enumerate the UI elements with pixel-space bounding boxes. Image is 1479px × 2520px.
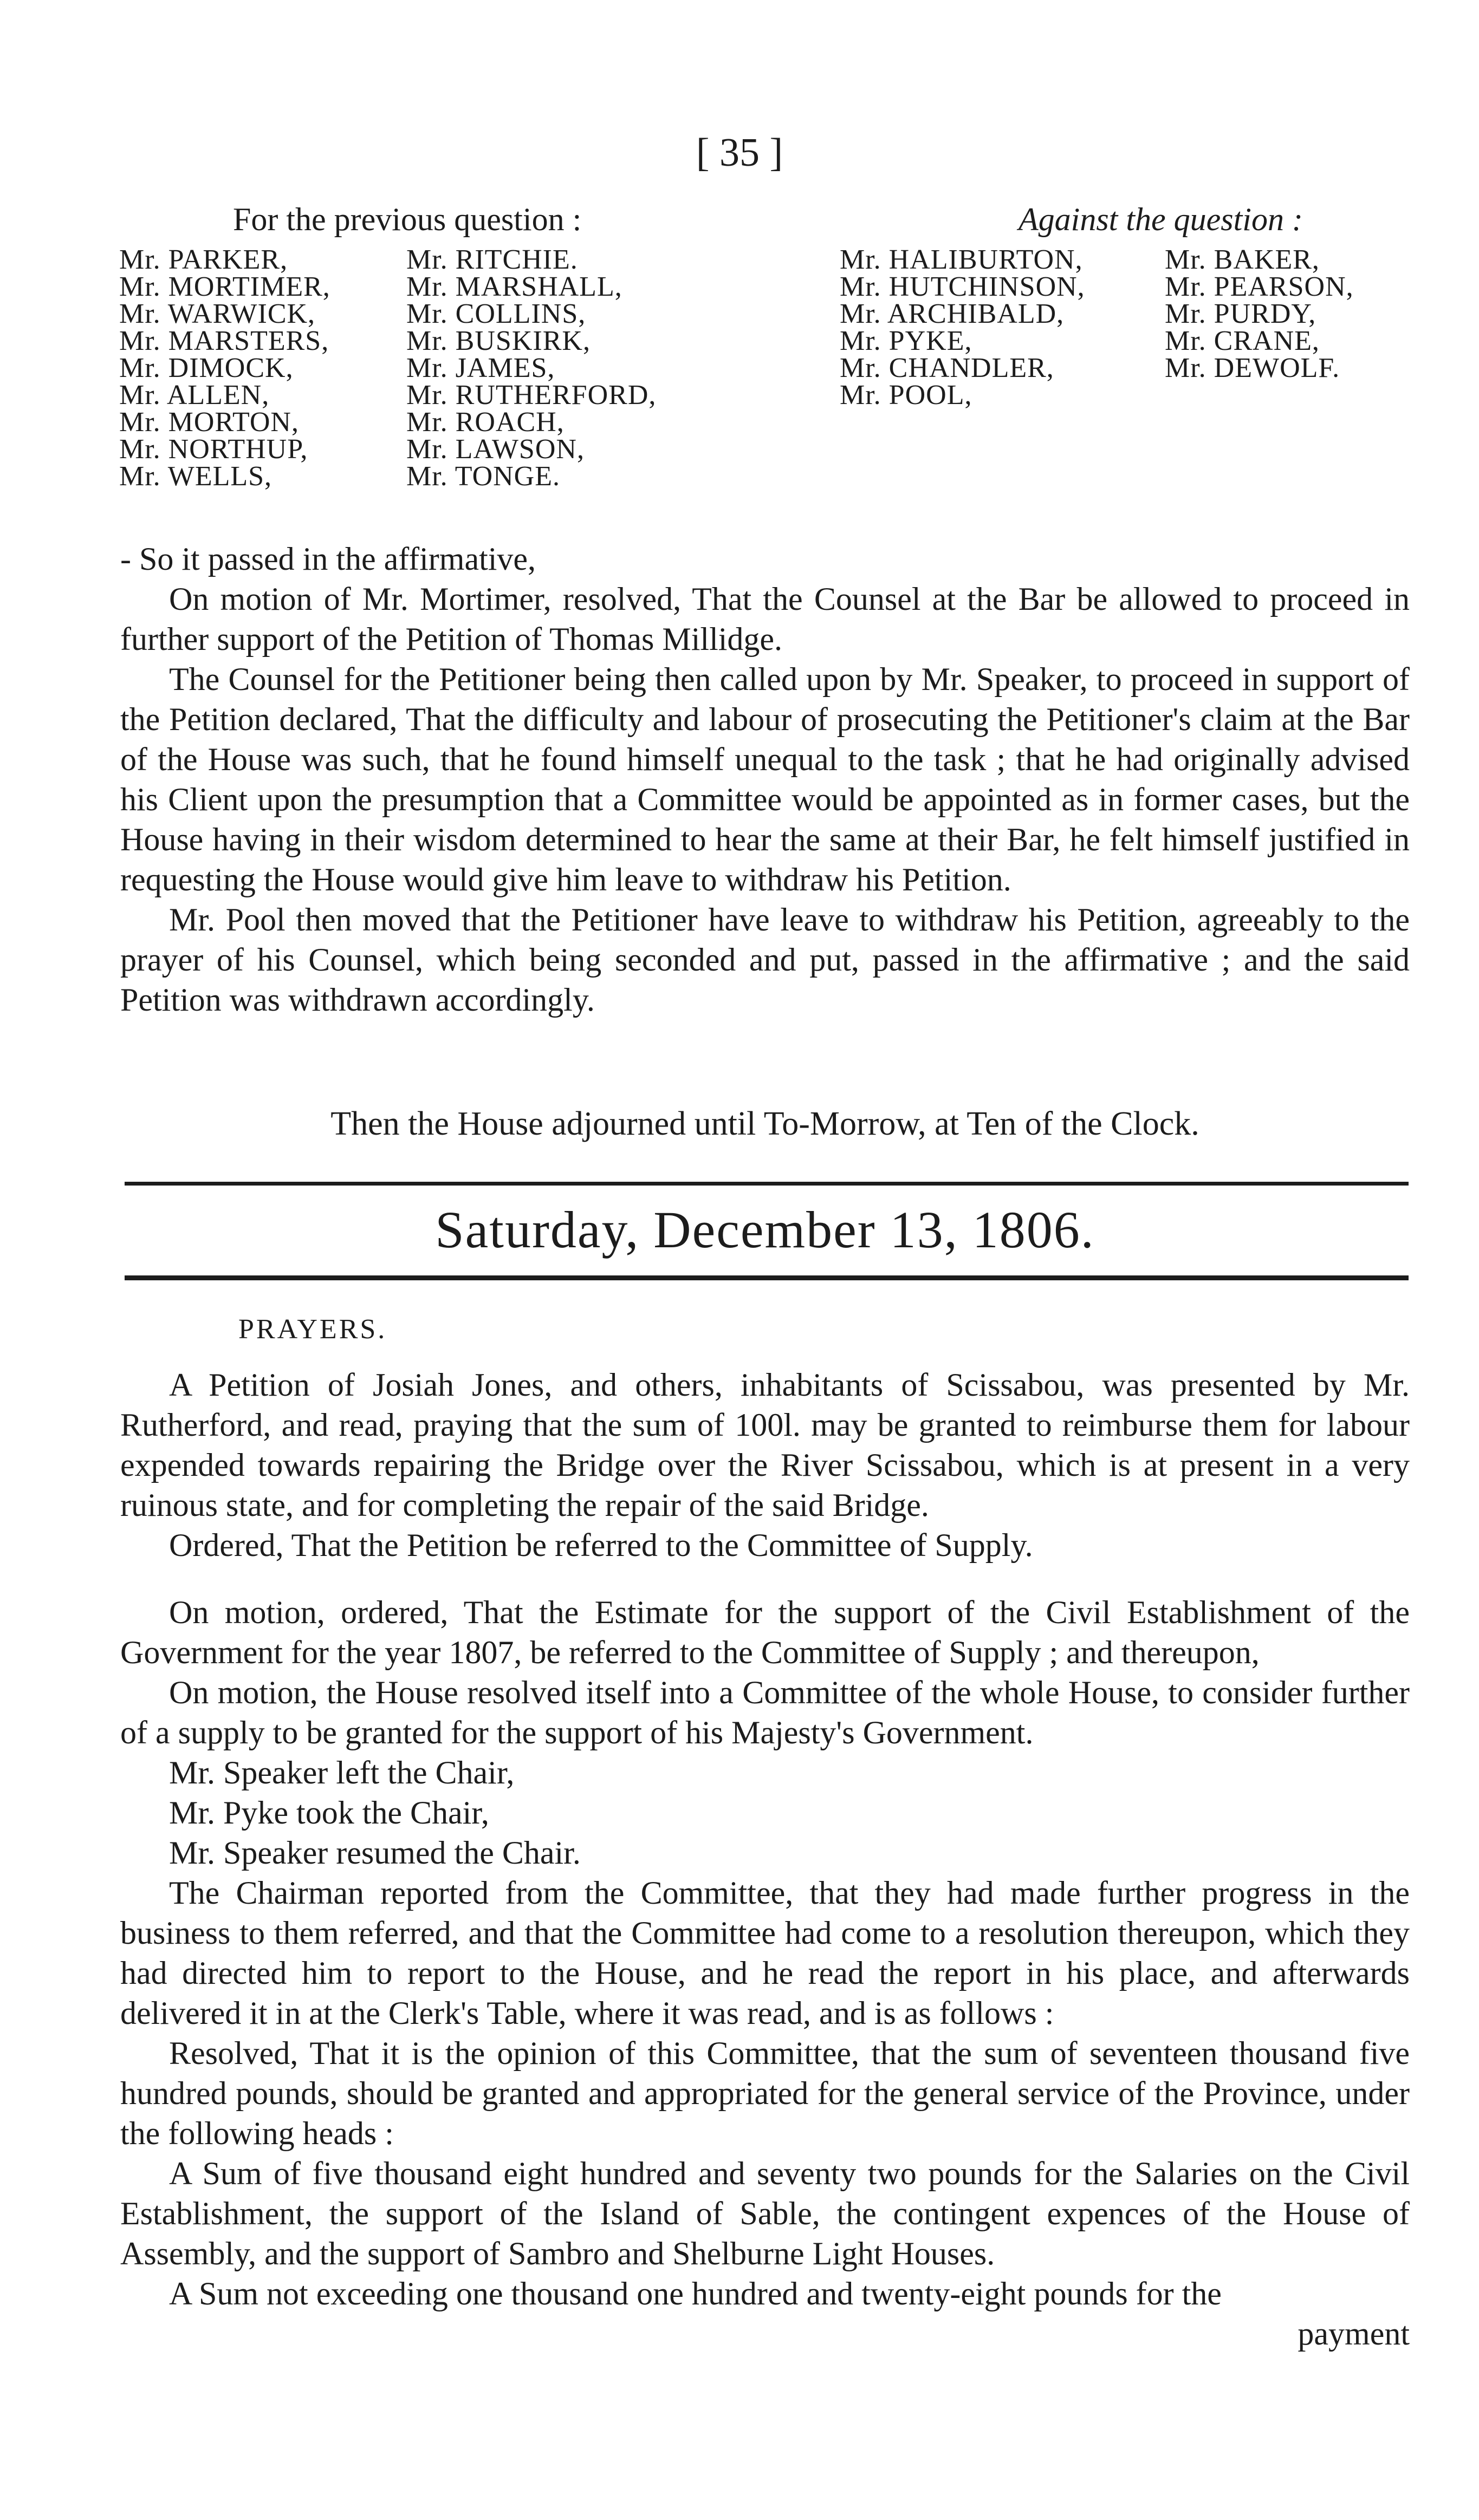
member-name: Mr. POOL, xyxy=(840,380,972,411)
member-name: Mr. DEWOLF. xyxy=(1165,353,1340,383)
member-name: Mr. TONGE. xyxy=(406,461,560,492)
member-name: Mr. ARCHIBALD, xyxy=(840,298,1065,329)
against-names-column-2 xyxy=(1165,246,1354,382)
paragraph: On motion, ordered, That the Estimate for the support of the Civil Establishment of the Government for the year 1807, be referred to the Committee of Supply ; and thereupon, xyxy=(120,1594,1410,1670)
divider-rule xyxy=(125,1182,1409,1186)
member-name: Mr. HUTCHINSON, xyxy=(840,271,1085,302)
paragraph: Resolved, That it is the opinion of this Committee, that the sum of seventeen thousand five hundred pounds, should be granted and appropriated for the general service of the Province, under the following heads : xyxy=(120,2035,1410,2151)
member-name: Mr. CRANE, xyxy=(1165,325,1320,356)
member-name: Mr. MARSTERS, xyxy=(119,325,329,356)
against-heading: Against the question : xyxy=(1019,201,1303,237)
member-name: Mr. CHANDLER, xyxy=(840,353,1054,383)
for-heading: For the previous question : xyxy=(233,201,582,237)
date-heading: Saturday, December 13, 1806. xyxy=(435,1201,1095,1259)
page-number: [ 35 ] xyxy=(696,131,783,175)
member-name: Mr. MORTIMER, xyxy=(119,271,330,302)
member-name: Mr. WELLS, xyxy=(119,461,273,492)
member-name: Mr. COLLINS, xyxy=(406,298,586,329)
divider-rule xyxy=(125,1275,1409,1280)
proceedings-section-3 xyxy=(120,1592,1410,2354)
member-name: Mr. BUSKIRK, xyxy=(406,325,591,356)
paragraph: Mr. Pyke took the Chair, xyxy=(169,1795,489,1831)
member-name: Mr. ROACH, xyxy=(406,407,565,438)
member-name: Mr. NORTHUP, xyxy=(119,434,308,465)
paragraph: On motion, the House resolved itself into a Committee of the whole House, to consider further of a supply to be granted for the support of his Majesty's Government. xyxy=(120,1675,1410,1750)
proceedings-section-2 xyxy=(120,1365,1410,1565)
member-name: Mr. LAWSON, xyxy=(406,434,585,465)
member-name: Mr. DIMOCK, xyxy=(119,353,294,383)
paragraph: Ordered, That the Petition be referred to the Committee of Supply. xyxy=(169,1527,1033,1563)
member-name: Mr. BAKER, xyxy=(1165,244,1320,275)
paragraph: A Sum of five thousand eight hundred and seventy two pounds for the Salaries on the Civil Establishment, the support of the Island of Sable, the contingent expences of the House of Assembly, and the support of Sambro and Shelburne Light Houses. xyxy=(120,2156,1410,2271)
paragraph: Mr. Pool then moved that the Petitioner have leave to withdraw his Petition, agreeably to the prayer of his Counsel, which being seconded and put, passed in the affirmative ; and the said Petition was withdrawn accordingly. xyxy=(120,902,1410,1018)
member-name: Mr. ALLEN, xyxy=(119,380,270,411)
vote-division xyxy=(119,201,1419,542)
for-names-column-1 xyxy=(119,246,330,490)
prayers-heading: PRAYERS. xyxy=(238,1314,387,1345)
paragraph: On motion of Mr. Mortimer, resolved, That the Counsel at the Bar be allowed to proceed in further support of the Petition of Thomas Millidge. xyxy=(120,581,1410,657)
member-name: Mr. HALIBURTON, xyxy=(840,244,1083,275)
against-names-column-1 xyxy=(840,246,1085,409)
member-name: Mr. PEARSON, xyxy=(1165,271,1354,302)
paragraph: The Chairman reported from the Committee, that they had made further progress in the business to them referred, and that the Committee had come to a resolution thereupon, which they had directed him to report to the House, and he read the report in his place, and afterwards delivered it in at the Clerk's Table, where it was read, and is as follows : xyxy=(120,1875,1410,2031)
for-names-column-2 xyxy=(406,246,656,490)
paragraph: A Petition of Josiah Jones, and others, inhabitants of Scissabou, was presented by Mr. Rutherford, and read, praying that the sum of 100l. may be granted to reimburse them for labour expended towards repairing the Bridge over the River Scissabou, which is at present in a very ruinous state, and for completing the repair of the said Bridge. xyxy=(120,1367,1410,1523)
proceedings-section-1 xyxy=(120,539,1410,1020)
member-name: Mr. PYKE, xyxy=(840,325,972,356)
member-name: Mr. MORTON, xyxy=(119,407,299,438)
paragraph: - So it passed in the affirmative, xyxy=(120,541,536,577)
catchword: payment xyxy=(1298,2316,1410,2352)
paragraph: The Counsel for the Petitioner being then called upon by Mr. Speaker, to proceed in support of the Petition declared, That the difficulty and labour of prosecuting the Petitioner's claim at the Bar of the House was such, that he found himself unequal to the task ; that he had originally advised his Client upon the presumption that a Committee would be appointed as in former cases, but the House having in their wisdom determined to hear the same at their Bar, he felt himself justified in requesting the House would give him leave to withdraw his Petition. xyxy=(120,661,1410,897)
member-name: Mr. JAMES, xyxy=(406,353,555,383)
member-name: Mr. PURDY, xyxy=(1165,298,1316,329)
paragraph: Mr. Speaker left the Chair, xyxy=(169,1755,515,1790)
adjournment-line: Then the House adjourned until To-Morrow, at Ten of the Clock. xyxy=(330,1105,1199,1142)
member-name: Mr. MARSHALL, xyxy=(406,271,622,302)
member-name: Mr. RUTHERFORD, xyxy=(406,380,657,411)
member-name: Mr. RITCHIE. xyxy=(406,244,578,275)
member-name: Mr. PARKER, xyxy=(119,244,288,275)
member-name: Mr. WARWICK, xyxy=(119,298,316,329)
paragraph: A Sum not exceeding one thousand one hundred and twenty-eight pounds for the xyxy=(169,2276,1222,2311)
paragraph: Mr. Speaker resumed the Chair. xyxy=(169,1835,581,1871)
